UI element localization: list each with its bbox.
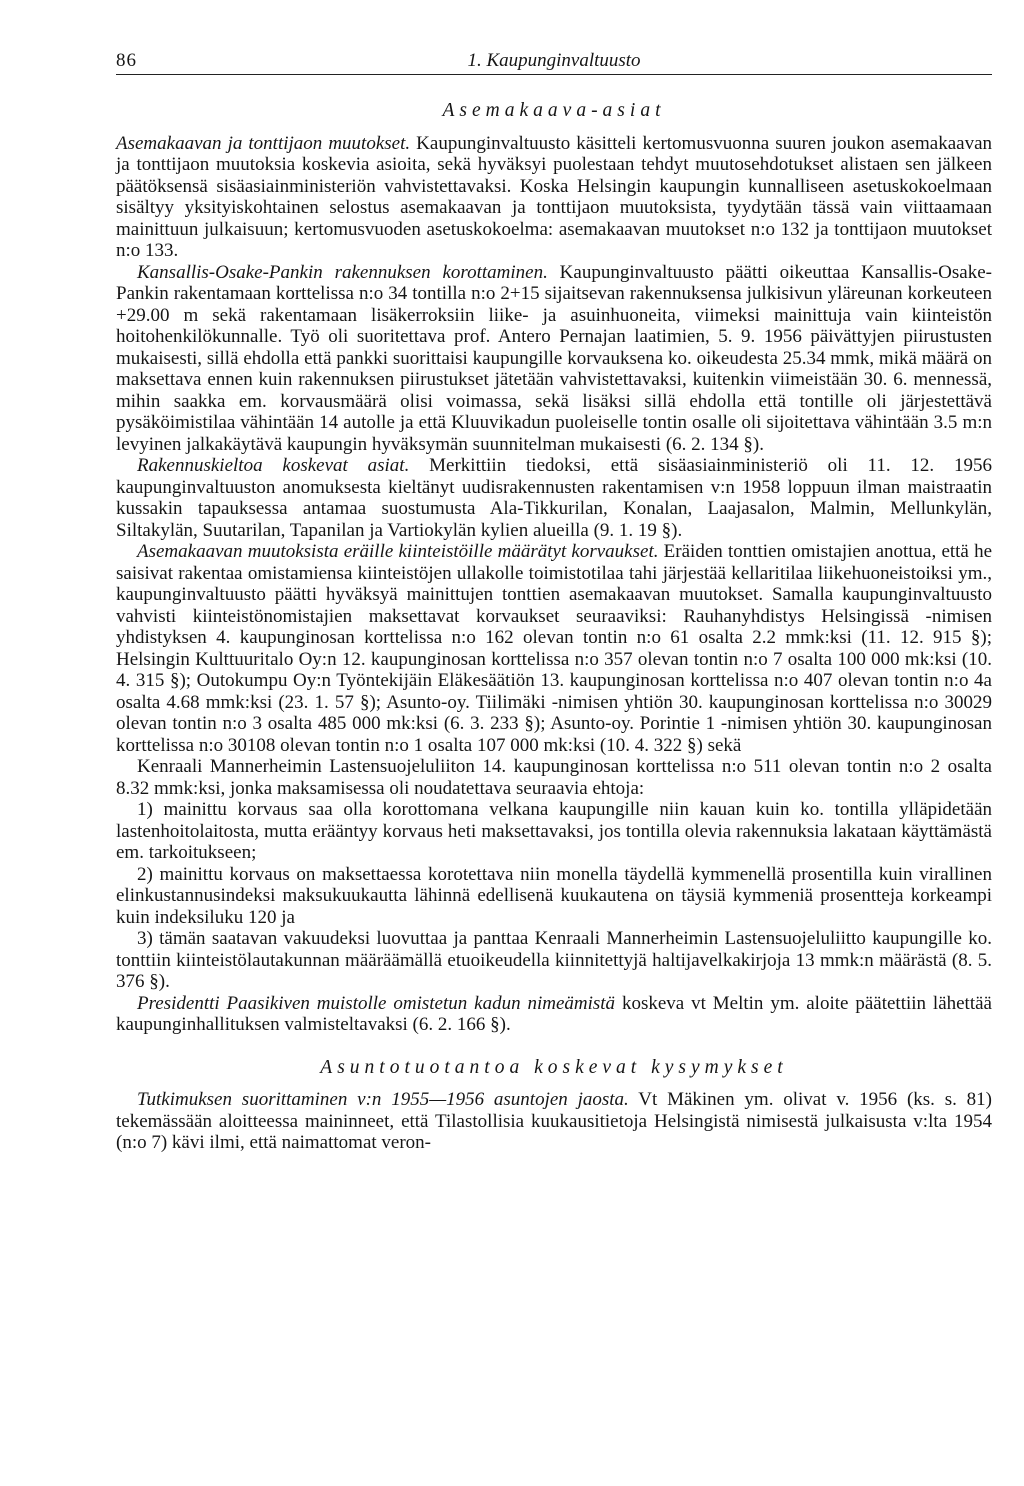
item-text: 2) mainittu korvaus on maksettaessa korotettava niin monella täydellä kymmenellä prosentilla kuin virallinen elinkustannusindeksi maksukuukautta lähinnä edellisenä kuukautena on täysiä kymmeniä prosentteja korkeampi kuin indeksiluku 120 ja [116,863,992,928]
paragraph-rakennuskielto [116,455,992,541]
paragraph-ehto-1 [116,799,992,864]
item-text: Kaupunginvaltuusto päätti oikeuttaa Kansallis-Osake-Pankin rakentamaan korttelissa n:o 34 tontilla n:o 2+15 sijaitsevan rakennuksensa julkisivun yläreunan korkeuteen +29.00 m sekä rakentamaan lisäkerroksiin liike- ja asuinhuoneita, viimeksi mainittuja vain kiinteistön hoitohenkilökunnalle. Työ oli suoritettava prof. Antero Pernajan laatimien, 5. 9. 1956 päivättyjen piirustusten mukaisesti, sillä ehdolla että pankki suorittaisi kaupungille korvauksena ko. oikeudesta 25.34 mmk, mikä määrä on maksettava ennen kuin rakennuksen piirustukset jätetään vahvistettavaksi, kuitenkin viimeistään 30. 6. mennessä, mihin saakka em. korvausmäärä olisi voimassa, sekä lisäksi sillä ehdolla että tontille oli järjestettävä pysäköimistilaa vähintään 14 autolle ja että Kluuvikadun puoleiselle tontin osalle oli sijoitettava vähintään 3.5 m:n levyinen jalkakäytävä kaupungin hyväksymän suunnitelman mukaisesti (6. 2. 134 §). [116,261,992,455]
paragraph-lastensuojeluliitto [116,756,992,799]
paragraph-asemakaava-muutokset [116,133,992,262]
item-text: Merkittiin tiedoksi, että sisäasiainministeriö oli 11. 12. 1956 kaupunginvaltuuston anomuksesta kieltänyt uudisrakennusten rakentamisen v:n 1958 loppuun ilman maistraatin kussakin tapauksessa antamaa suostumusta Ala-Tikkurilan, Konalan, Laajasalon, Malmin, Mellunkylän, Siltakylän, Suutarilan, Tapanilan ja Vartiokylän kylien alueilla (9. 1. 19 §). [116,455,992,541]
item-title: Presidentti Paasikiven muistolle omistetun kadun nimeämistä [137,992,616,1014]
page-content [116,100,992,1154]
paragraph-kop-korottaminen [116,262,992,456]
section-heading-asemakaava: Asemakaava-asiat [442,100,666,121]
item-text: Eräiden tonttien omistajien anottua, että he saisivat rakentaa omistamiensa kiinteistöjen ullakolle toimistotilaa tahi järjestää kellaritilaa liikehuoneistoiksi ym., kaupunginvaltuusto päätti hyväksyä mainittujen tonttien asemakaavan muutokset. Samalla kaupunginvaltuusto vahvisti kiinteistönomistajien maksettavat korvaukset seuraaviksi: Rauhanyhdistys Helsingissä -nimisen yhdistyksen 4. kaupunginosan korttelissa n:o 162 olevan tontin n:o 61 osalta 2.2 mmk:ksi (11. 12. 915 §); Helsingin Kulttuuritalo Oy:n 12. kaupunginosan korttelissa n:o 357 olevan tontin n:o 7 osalta 100 000 mk:ksi (10. 4. 315 §); Outokumpu Oy:n Työntekijäin Eläkesäätiön 13. kaupunginosan korttelissa n:o 407 olevan tontin n:o 4a osalta 4.68 mmk:ksi (23. 1. 57 §); Asunto-oy. Tiilimäki -nimisen yhtiön 30. kaupunginosan korttelissa n:o 30029 olevan tontin n:o 3 osalta 485 000 mk:ksi (6. 3. 233 §); Asunto-oy. Porintie 1 -nimisen yhtiön 30. kaupunginosan korttelissa n:o 30108 olevan tontin n:o 1 osalta 107 000 mk:ksi (10. 4. 322 §) sekä [116,541,992,756]
item-text: Kaupunginvaltuusto käsitteli kertomusvuonna suuren joukon asemakaavan ja tonttijaon muutoksia koskevia asioita, sekä hyväksyi puolestaan tehdyt muutosehdotukset alistaen sen jälkeen päätöksensä sisäasiainministeriön vahvistettavaksi. Koska Helsingin kaupungin kunnalliseen asetuskokoelmaan sisältyy yksityiskohtainen selostus asemakaavan ja tonttijaon muutoksista, tyydytään tässä vain viittaamaan mainittuun julkaisuun; kertomusvuoden asetuskokoelma: asemakaavan muutokset n:o 132 ja tonttijaon muutokset n:o 133. [116,132,992,261]
item-text: 1) mainittu korvaus saa olla korottomana velkana kaupungille niin kauan kuin ko. tontilla ylläpidetään lastenhoitolaitosta, mutta erääntyy korvaus heti maksettavaksi, jos tontilla olevia rakennuksia lakataan käyttämästä em. tarkoitukseen; [116,799,992,863]
running-title: 1. Kaupunginvaltuusto [467,50,641,71]
paragraph-tutkimus [116,1089,992,1154]
page-number: 86 [116,50,137,71]
item-text: Kenraali Mannerheimin Lastensuojeluliiton 14. kaupunginosan korttelissa n:o 511 olevan tontin n:o 2 osalta 8.32 mmk:ksi, jonka maksamisessa oli noudatettava seuraavia ehtoja: [116,756,992,799]
paragraph-ehto-3 [116,928,992,993]
item-title: Tutkimuksen suorittaminen v:n 1955—1956 asuntojen jaosta. [137,1089,629,1110]
page-header [116,44,992,75]
paragraph-korvaukset [116,541,992,756]
item-title: Asemakaavan ja tonttijaon muutokset. [116,132,411,154]
item-title: Rakennuskieltoa koskevat asiat. [137,455,410,476]
item-title: Asemakaavan muutoksista eräille kiinteistöille määrätyt korvaukset. [137,541,659,562]
item-text: Vt Mäkinen ym. olivat v. 1956 (ks. s. 81) tekemässään aloitteessa maininneet, että Tilastollisia kuukausitietoja Helsingistä nimisestä julkaisusta v:lta 1954 (n:o 7) kävi ilmi, että naimattomat veron- [116,1089,992,1153]
item-text: koskeva vt Meltin ym. aloite päätettiin lähettää kaupunginhallituksen valmisteltavaksi (6. 2. 166 §). [116,992,992,1035]
item-text: 3) tämän saatavan vakuudeksi luovuttaa ja panttaa Kenraali Mannerheimin Lastensuojeluliitto kaupungille ko. tonttiin kiinteistölautakunnan määräämällä etuoikeudella kiinnitettyjä haltijavelkakirjoja 13 mmk:n määrästä (8. 5. 376 §). [116,928,992,992]
paragraph-ehto-2 [116,864,992,929]
section-heading-asuntotuotanto: Asuntotuotantoa koskevat kysymykset [320,1056,788,1078]
item-title: Kansallis-Osake-Pankin rakennuksen korottaminen. [137,261,548,283]
paragraph-paasikivi [116,993,992,1036]
